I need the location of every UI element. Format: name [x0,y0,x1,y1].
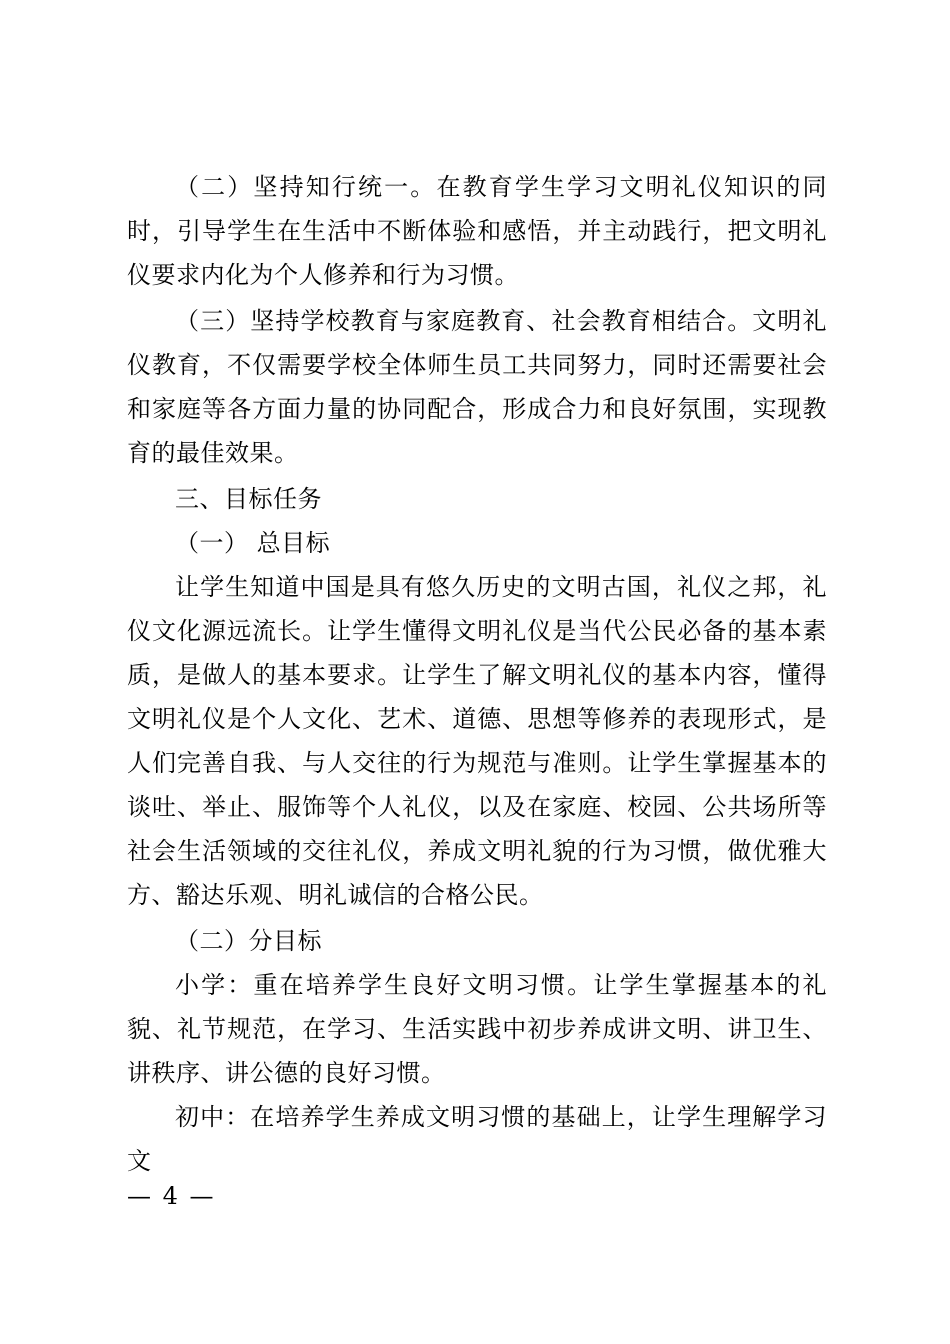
paragraph-overall-goal: 让学生知道中国是具有悠久历史的文明古国，礼仪之邦，礼仪文化源远流长。让学生懂得文明礼仪是当代公民必备的基本素质，是做人的基本要求。让学生了解文明礼仪的基本内容，懂得文明礼仪是个人文化、艺术、道德、思想等修养的表现形式，是人们完善自我、与人交往的行为规范与准则。让学生掌握基本的谈吐、举止、服饰等个人礼仪，以及在家庭、校园、公共场所等社会生活领域的交往礼仪，养成文明礼貌的行为习惯，做优雅大方、豁达乐观、明礼诚信的合格公民。 [127,573,827,909]
paragraph-primary-school: 小学：重在培养学生良好文明习惯。让学生掌握基本的礼貌、礼节规范，在学习、生活实践中初步养成讲文明、讲卫生、讲秩序、讲公德的良好习惯。 [127,971,827,1087]
paragraph-junior-high: 初中：在培养学生养成文明习惯的基础上，让学生理解学习文 [127,1103,827,1175]
section-heading-goals: 三、目标任务 [175,485,322,513]
paragraph-principle-2: （二）坚持知行统一。在教育学生学习文明礼仪知识的同时，引导学生在生活中不断体验和感悟，并主动践行，把文明礼仪要求内化为个人修养和行为习惯。 [127,173,827,289]
subheading-overall-goal: （一） 总目标 [175,529,331,557]
paragraph-principle-3: （三）坚持学校教育与家庭教育、社会教育相结合。文明礼仪教育，不仅需要学校全体师生员工共同努力，同时还需要社会和家庭等各方面力量的协同配合，形成合力和良好氛围，实现教育的最佳效果。 [127,307,827,467]
subheading-sub-goals: （二）分目标 [175,927,322,955]
document-body [127,165,827,1183]
page-number: — 4 — [127,1182,216,1210]
